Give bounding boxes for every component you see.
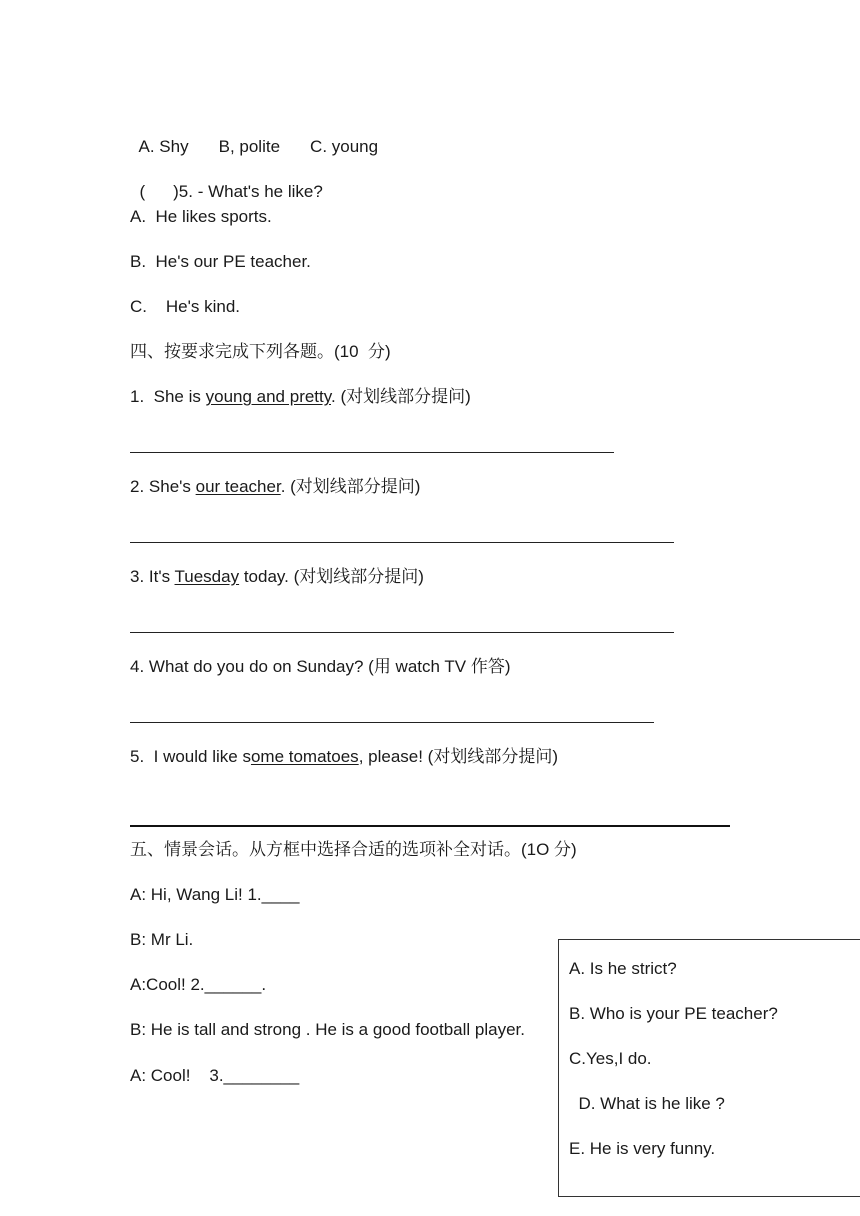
box-option-d: D. What is he like ? [569, 1094, 725, 1113]
question-5-text: 5. - What's he like? [178, 182, 323, 201]
item-instruction: , please! (对划线部分提问) [358, 747, 558, 766]
dialogue-line-4: B: He is tall and strong . He is a good football player. [130, 1020, 526, 1039]
answer-line-1[interactable] [130, 452, 614, 453]
answer-line-5[interactable] [130, 825, 730, 827]
answer-paren-close: ) [173, 182, 179, 201]
options-row [130, 117, 378, 157]
q5-option-c: C. He's kind. [130, 297, 241, 316]
q5-option-b: B. He's our PE teacher. [130, 252, 311, 271]
answer-line-3[interactable] [130, 632, 674, 633]
dialogue-line-3: A:Cool! 2.______. [130, 975, 267, 994]
answer-line-4[interactable] [130, 722, 654, 723]
question-5 [130, 162, 323, 202]
option-a: A. Shy [138, 137, 189, 156]
underlined-phrase: ome tomatoes [250, 747, 359, 766]
item-text: 1. She is [130, 387, 206, 406]
answer-line-2[interactable] [130, 542, 674, 543]
box-option-a: A. Is he strict? [569, 959, 677, 978]
item-text: 3. It's [130, 567, 175, 586]
part4-item-3 [130, 567, 424, 587]
item-instruction: . (对划线部分提问) [331, 387, 471, 406]
part4-item-1 [130, 387, 471, 407]
part4-item-4 [130, 657, 510, 677]
part5-heading: 五、情景会话。从方框中选择合适的选项补全对话。(1O 分) [130, 840, 577, 859]
box-option-b: B. Who is your PE teacher? [569, 1004, 778, 1023]
option-c: C. young [310, 137, 379, 156]
part4-item-5 [130, 747, 558, 767]
dialogue-line-2: B: Mr Li. [130, 930, 194, 949]
dialogue-line-1: A: Hi, Wang Li! 1.____ [130, 885, 300, 904]
part4-heading: 四、按要求完成下列各题。(10 分) [130, 342, 391, 361]
box-option-c: C.Yes,I do. [569, 1049, 652, 1068]
dialogue-line-5: A: Cool! 3.________ [130, 1066, 300, 1085]
item-instruction: . (对划线部分提问) [280, 477, 421, 496]
answer-paren-open: ( [139, 182, 146, 201]
underlined-phrase: Tuesday [174, 567, 240, 586]
option-b: B, polite [218, 137, 281, 156]
part4-item-2 [130, 477, 420, 497]
underlined-phrase: young and pretty [205, 387, 331, 406]
item-text: 2. She's [130, 477, 196, 496]
box-option-e: E. He is very funny. [569, 1139, 716, 1158]
q5-option-a: A. He likes sports. [130, 207, 272, 226]
item-text: 5. I would like s [130, 747, 251, 766]
options-box [558, 939, 860, 1197]
item-instruction: today. (对划线部分提问) [239, 567, 424, 586]
item-text: 4. What do you do on Sunday? (用 watch TV 作答) [130, 657, 511, 676]
underlined-phrase: our teacher [195, 477, 281, 496]
